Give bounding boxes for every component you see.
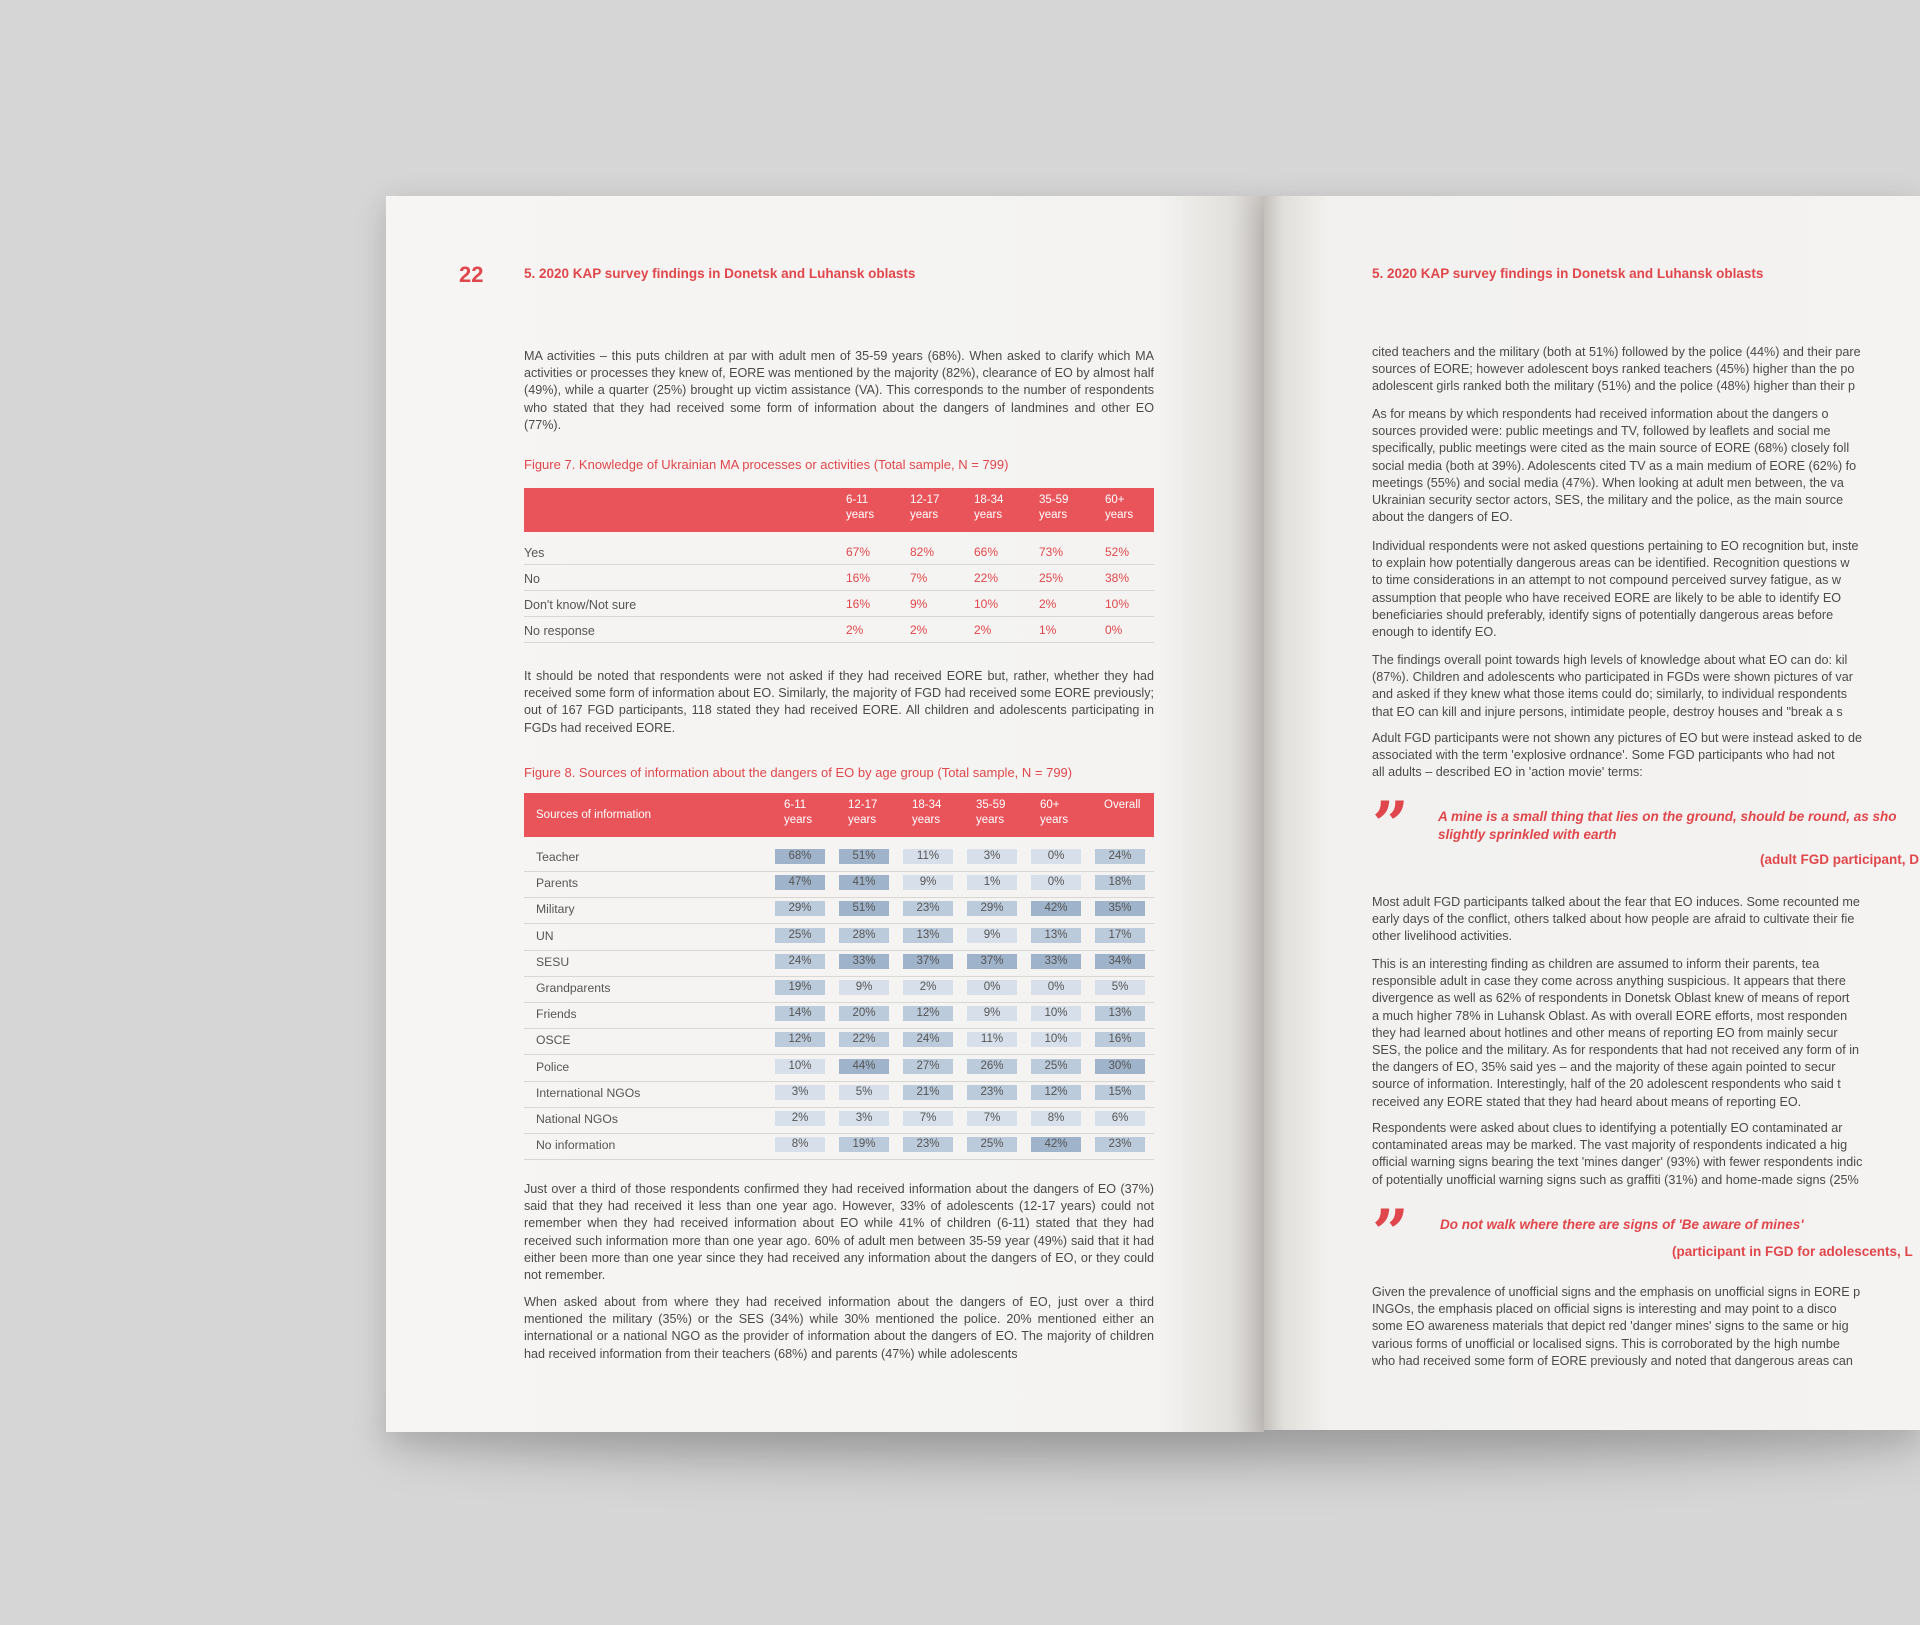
table-cell: 21% <box>903 1085 953 1100</box>
row-label: Don't know/Not sure <box>524 598 637 612</box>
table-row <box>524 1133 1154 1160</box>
text-line: assumption that people who have received EORE are likely to be able to identify EO <box>1372 590 1842 605</box>
paragraph-3: Just over a third of those respondents confirmed they had received information about the dangers of EO (37%) said that they had received it less than one year ago. However, 33% of adolescents (12-17 years) could not remember when they had received information about EO while 41% of children (6-11) stated that they had received such information more than one year ago. 60% of adult men between 35-59 year (49%) said that it had either been more than one year since they had received any information about the dangers of EO, or they could not remember. <box>524 1182 1154 1283</box>
table-cell: 19% <box>775 980 825 995</box>
table-cell: 42% <box>1031 901 1081 916</box>
table-cell: 29% <box>775 901 825 916</box>
fig7-col-header: 35-59 years <box>1039 494 1069 521</box>
table-cell: 0% <box>1031 980 1081 995</box>
table-cell: 82% <box>910 545 935 559</box>
table-cell: 16% <box>1095 1032 1145 1047</box>
figure-8-table <box>524 793 1154 1163</box>
table-cell: 12% <box>775 1032 825 1047</box>
table-cell: 0% <box>967 980 1017 995</box>
table-cell: 66% <box>974 545 999 559</box>
row-label: National NGOs <box>536 1112 618 1126</box>
text-line: slightly sprinkled with earth <box>1438 827 1617 842</box>
table-row <box>524 871 1154 898</box>
quote-1 <box>1438 808 1897 844</box>
table-cell: 73% <box>1039 545 1064 559</box>
table-cell: 13% <box>903 928 953 943</box>
table-cell: 35% <box>1095 901 1145 916</box>
text-line: Given the prevalence of unofficial signs and the emphasis on unofficial signs in EORE p <box>1372 1285 1861 1299</box>
text-line: Adult FGD participants were not shown any pictures of EO but were instead asked to de <box>1372 731 1863 745</box>
text-line: other livelihood activities. <box>1372 929 1513 944</box>
text-line: meetings (55%) and social media (47%). When looking at adult men between, the va <box>1372 475 1844 490</box>
row-label: International NGOs <box>536 1085 641 1100</box>
table-cell: 7% <box>910 571 928 585</box>
text-line: responsible adult in case they come across anything suspicious. It appears that there <box>1372 974 1846 989</box>
table-cell: 37% <box>903 954 953 969</box>
running-header-right: 5. 2020 KAP survey findings in Donetsk and Luhansk oblasts <box>1372 266 1764 281</box>
table-cell: 24% <box>1095 849 1145 864</box>
table-row <box>524 566 1154 591</box>
right-page <box>1264 196 1920 1430</box>
right-block-9 <box>1372 1284 1920 1370</box>
table-row <box>524 1081 1154 1108</box>
row-label: SESU <box>536 954 570 969</box>
text-line: early days of the conflict, others talked about how people are afraid to cultivate their fie <box>1372 912 1855 927</box>
text-line: enough to identify EO. <box>1372 625 1497 640</box>
row-label: Parents <box>536 876 579 891</box>
table-cell: 13% <box>1031 928 1081 943</box>
row-label: Military <box>536 902 575 917</box>
text-line: and asked if they knew what those items could do; similarly, to individual respondents <box>1372 687 1848 702</box>
text-line: sources of EORE; however adolescent boys ranked teachers (45%) higher than the po <box>1372 362 1855 377</box>
row-label: Police <box>536 1059 570 1074</box>
table-cell: 10% <box>974 597 999 611</box>
table-cell: 68% <box>775 849 825 864</box>
text-line: This is an interesting finding as children are assumed to inform their parents, tea <box>1372 957 1820 971</box>
text-line: As for means by which respondents had received information about the dangers o <box>1372 407 1829 421</box>
table-cell: 9% <box>910 597 928 611</box>
text-line: adolescent girls ranked both the military (51%) and the police (48%) higher than their p <box>1372 379 1856 394</box>
text-line: some EO awareness materials that depict red 'danger mines' signs to the same or hig <box>1372 1319 1849 1334</box>
right-block-1 <box>1372 344 1920 396</box>
text-line: social media (both at 39%). Adolescents cited TV as a main medium of EORE (62%) fo <box>1372 458 1857 473</box>
right-block-6 <box>1372 894 1920 946</box>
quote-2-attribution: (participant in FGD for adolescents, L <box>1672 1244 1913 1259</box>
table-cell: 14% <box>775 1006 825 1021</box>
table-cell: 3% <box>839 1111 889 1126</box>
text-line: (87%). Children and adolescents who participated in FGDs were shown pictures of var <box>1372 670 1853 685</box>
table-cell: 8% <box>1031 1111 1081 1126</box>
text-line: source of information. Interestingly, half of the 20 adolescent respondents who said t <box>1372 1077 1841 1092</box>
table-cell: 23% <box>1095 1137 1145 1152</box>
row-label: No response <box>524 624 595 638</box>
table-cell: 18% <box>1095 875 1145 890</box>
table-cell: 23% <box>903 1137 953 1152</box>
table-cell: 42% <box>1031 1137 1081 1152</box>
table-cell: 25% <box>967 1137 1017 1152</box>
table-cell: 1% <box>1039 623 1057 637</box>
table-cell: 51% <box>839 901 889 916</box>
text-line: that EO can kill and injure persons, intimidate people, destroy houses and "break a s <box>1372 704 1843 719</box>
table-row <box>524 540 1154 565</box>
fig8-col-header: 12-17 years <box>848 799 878 826</box>
table-cell: 28% <box>839 928 889 943</box>
table-cell: 2% <box>903 980 953 995</box>
fig7-col-header: 60+ years <box>1105 494 1134 521</box>
table-cell: 3% <box>775 1085 825 1100</box>
figure-8-header <box>524 793 1154 837</box>
table-cell: 0% <box>1031 849 1081 864</box>
table-cell: 22% <box>974 571 999 585</box>
right-block-4 <box>1372 652 1920 721</box>
text-line: specifically, public meetings were cited as the main source of EORE (68%) closely foll <box>1372 441 1850 456</box>
row-label: Grandparents <box>536 981 611 995</box>
table-cell: 27% <box>903 1059 953 1074</box>
text-line: official warning signs bearing the text 'mines danger' (93%) with fewer respondents indic <box>1372 1155 1863 1170</box>
row-label: Friends <box>536 1007 577 1022</box>
table-cell: 7% <box>967 1111 1017 1126</box>
table-cell: 10% <box>1031 1032 1081 1047</box>
figure-8-caption: Figure 8. Sources of information about the dangers of EO by age group (Total sample, N = 799) <box>524 765 1073 780</box>
table-cell: 23% <box>967 1085 1017 1100</box>
text-line: Most adult FGD participants talked about the fear that EO induces. Some recounted me <box>1372 895 1860 909</box>
fig8-col-header: Overall <box>1104 799 1141 811</box>
row-label: OSCE <box>536 1033 571 1048</box>
running-header: 5. 2020 KAP survey findings in Donetsk and Luhansk oblasts <box>524 266 916 281</box>
table-cell: 52% <box>1105 545 1130 559</box>
text-line: all adults – described EO in 'action movie' terms: <box>1372 765 1643 780</box>
table-cell: 30% <box>1095 1059 1145 1074</box>
text-line: divergence as well as 62% of respondents in Donetsk Oblast knew of means of report <box>1372 991 1850 1006</box>
right-block-5 <box>1372 730 1920 782</box>
fig7-col-header: 18-34 years <box>974 494 1004 521</box>
text-line: contaminated areas may be marked. The vast majority of respondents indicated a hig <box>1372 1138 1848 1153</box>
quote-mark-icon: ” <box>1372 788 1409 863</box>
table-row <box>524 924 1154 951</box>
text-line: A mine is a small thing that lies on the ground, should be round, as sho <box>1438 809 1897 824</box>
text-line: Ukrainian security sector actors, SES, the military and the police, as the main source <box>1372 493 1844 508</box>
table-cell: 37% <box>967 954 1017 969</box>
left-page <box>386 196 1264 1432</box>
table-cell: 38% <box>1105 571 1130 585</box>
text-line: The findings overall point towards high levels of knowledge about what EO can do: kil <box>1372 653 1848 667</box>
row-label: Teacher <box>536 850 580 864</box>
table-row <box>524 1107 1154 1134</box>
table-cell: 16% <box>846 571 871 585</box>
row-label: Yes <box>524 546 545 560</box>
table-cell: 13% <box>1095 1006 1145 1021</box>
page-number: 22 <box>459 262 484 287</box>
table-cell: 17% <box>1095 928 1145 943</box>
table-cell: 23% <box>903 901 953 916</box>
fig7-col-header: 12-17 years <box>910 494 940 521</box>
text-line: Respondents were asked about clues to identifying a potentially EO contaminated ar <box>1372 1121 1843 1135</box>
table-cell: 2% <box>846 623 864 637</box>
right-block-2 <box>1372 406 1920 526</box>
table-cell: 8% <box>775 1137 825 1152</box>
row-label: No information <box>536 1138 616 1153</box>
table-row <box>524 897 1154 924</box>
fig8-col-header: 18-34 years <box>912 799 942 826</box>
text-line: cited teachers and the military (both at 51%) followed by the police (44%) and their pare <box>1372 345 1861 359</box>
table-row <box>524 976 1154 1003</box>
text-line: received any EORE stated that they had heard about means of reporting EO. <box>1372 1094 1802 1109</box>
text-line: about the dangers of EO. <box>1372 510 1513 525</box>
text-line: of potentially unofficial warning signs such as graffiti (31%) and home-made signs (25% <box>1372 1172 1859 1187</box>
table-row <box>524 950 1154 977</box>
paragraph-2: It should be noted that respondents were not asked if they had received EORE but, rather, whether they had received some form of information about EO. Similarly, the majority of FGD had received some EORE previously; out of 167 FGD participants, 118 stated they had received EORE. All children and adolescents participating in FGDs had received EORE. <box>524 669 1154 735</box>
table-cell: 11% <box>967 1032 1017 1047</box>
table-cell: 34% <box>1095 954 1145 969</box>
text-line: sources provided were: public meetings and TV, followed by leaflets and social me <box>1372 424 1831 439</box>
table-row <box>524 845 1154 872</box>
table-cell: 12% <box>1031 1085 1081 1100</box>
table-cell: 3% <box>967 849 1017 864</box>
figure-7-caption: Figure 7. Knowledge of Ukrainian MA processes or activities (Total sample, N = 799) <box>524 457 1009 472</box>
table-cell: 47% <box>775 875 825 890</box>
table-cell: 6% <box>1095 1111 1145 1126</box>
table-cell: 20% <box>839 1006 889 1021</box>
table-cell: 9% <box>839 980 889 995</box>
table-cell: 10% <box>1105 597 1130 611</box>
table-row <box>524 1002 1154 1029</box>
text-line: various forms of unofficial or localised signs. This is corroborated by the high numbe <box>1372 1336 1840 1351</box>
right-block-8 <box>1372 1120 1920 1189</box>
table-cell: 2% <box>775 1111 825 1126</box>
table-cell: 25% <box>1039 571 1064 585</box>
text-line: SES, the police and the military. As for respondents that had not received any form of in <box>1372 1043 1859 1058</box>
table-row <box>524 1028 1154 1055</box>
table-cell: 2% <box>1039 597 1057 611</box>
fig7-col-header: 6-11 years <box>846 494 875 521</box>
table-cell: 24% <box>903 1032 953 1047</box>
text-line: a much higher 78% in Luhansk Oblast. As with overall EORE efforts, most responden <box>1372 1008 1848 1023</box>
fig8-col-header: 60+ years <box>1040 799 1069 826</box>
table-cell: 19% <box>839 1137 889 1152</box>
quote-mark-icon: ” <box>1372 1196 1409 1271</box>
table-cell: 11% <box>903 849 953 864</box>
table-cell: 51% <box>839 849 889 864</box>
right-block-7 <box>1372 956 1920 1111</box>
text-line: who had received some form of EORE previously and noted that dangerous areas can <box>1372 1353 1853 1368</box>
row-label: No <box>524 572 540 586</box>
table-cell: 10% <box>775 1059 825 1074</box>
table-cell: 33% <box>839 954 889 969</box>
table-cell: 26% <box>967 1059 1017 1074</box>
table-cell: 24% <box>775 954 825 969</box>
table-cell: 7% <box>903 1111 953 1126</box>
text-line: to explain how potentially dangerous areas can be identified. Recognition questions w <box>1372 556 1850 571</box>
table-cell: 2% <box>974 623 992 637</box>
table-cell: 67% <box>846 545 871 559</box>
table-cell: 15% <box>1095 1085 1145 1100</box>
fig8-col-header: 35-59 years <box>976 799 1006 826</box>
table-cell: 29% <box>967 901 1017 916</box>
table-cell: 16% <box>846 597 871 611</box>
table-row <box>524 1055 1154 1082</box>
figure-7-table <box>524 488 1154 658</box>
table-cell: 25% <box>775 928 825 943</box>
text-line: they had learned about hotlines and other means of reporting EO from mainly secur <box>1372 1025 1838 1040</box>
text-line: INGOs, the emphasis placed on official signs is interesting and may point to a disco <box>1372 1302 1837 1317</box>
paragraph-4: When asked about from where they had received information about the dangers of EO, just over a third mentioned the military (35%) or the SES (34%) while 30% mentioned the police. 20% mentioned either an international or a national NGO as the provider of information about the dangers of EO. The majority of children had received information from their teachers (68%) and parents (47%) while adolescents <box>524 1295 1154 1361</box>
figure-7-header <box>524 488 1154 532</box>
right-block-3 <box>1372 538 1920 641</box>
table-cell: 5% <box>1095 980 1145 995</box>
table-row <box>524 618 1154 643</box>
text-line: Individual respondents were not asked questions pertaining to EO recognition but, inste <box>1372 539 1859 553</box>
table-cell: 1% <box>967 875 1017 890</box>
table-cell: 9% <box>967 928 1017 943</box>
table-cell: 22% <box>839 1032 889 1047</box>
table-cell: 44% <box>839 1059 889 1074</box>
text-line: associated with the term 'explosive ordnance'. Some FGD participants who had not <box>1372 748 1835 763</box>
text-line: to time considerations in an attempt to not compound perceived survey fatigue, as w <box>1372 573 1842 588</box>
table-cell: 0% <box>1105 623 1123 637</box>
quote-2: Do not walk where there are signs of 'Be aware of mines' <box>1440 1217 1804 1232</box>
text-line: beneficiaries should preferably, identify signs of potentially dangerous areas before <box>1372 607 1834 622</box>
table-cell: 9% <box>967 1006 1017 1021</box>
quote-1-attribution: (adult FGD participant, D <box>1760 852 1920 867</box>
text-line: the dangers of EO, 35% said yes – and the majority of these again pointed to secur <box>1372 1060 1836 1075</box>
table-cell: 10% <box>1031 1006 1081 1021</box>
table-cell: 9% <box>903 875 953 890</box>
table-cell: 12% <box>903 1006 953 1021</box>
table-row <box>524 592 1154 617</box>
table-cell: 33% <box>1031 954 1081 969</box>
table-cell: 25% <box>1031 1059 1081 1074</box>
fig8-header-label: Sources of information <box>536 809 652 821</box>
table-cell: 2% <box>910 623 928 637</box>
intro-paragraph: MA activities – this puts children at par with adult men of 35-59 years (68%). When asked to clarify which MA activities or processes they knew of, EORE was mentioned by the majority (82%), clearance of EO by almost half (49%), while a quarter (25%) brought up victim assistance (VA). This corresponds to the number of respondents who stated that they had received some form of information about the dangers of landmines and other EO (77%). <box>524 349 1154 432</box>
table-cell: 5% <box>839 1085 889 1100</box>
table-cell: 41% <box>839 875 889 890</box>
fig8-col-header: 6-11 years <box>784 799 813 826</box>
row-label: UN <box>536 928 554 943</box>
table-cell: 0% <box>1031 875 1081 890</box>
